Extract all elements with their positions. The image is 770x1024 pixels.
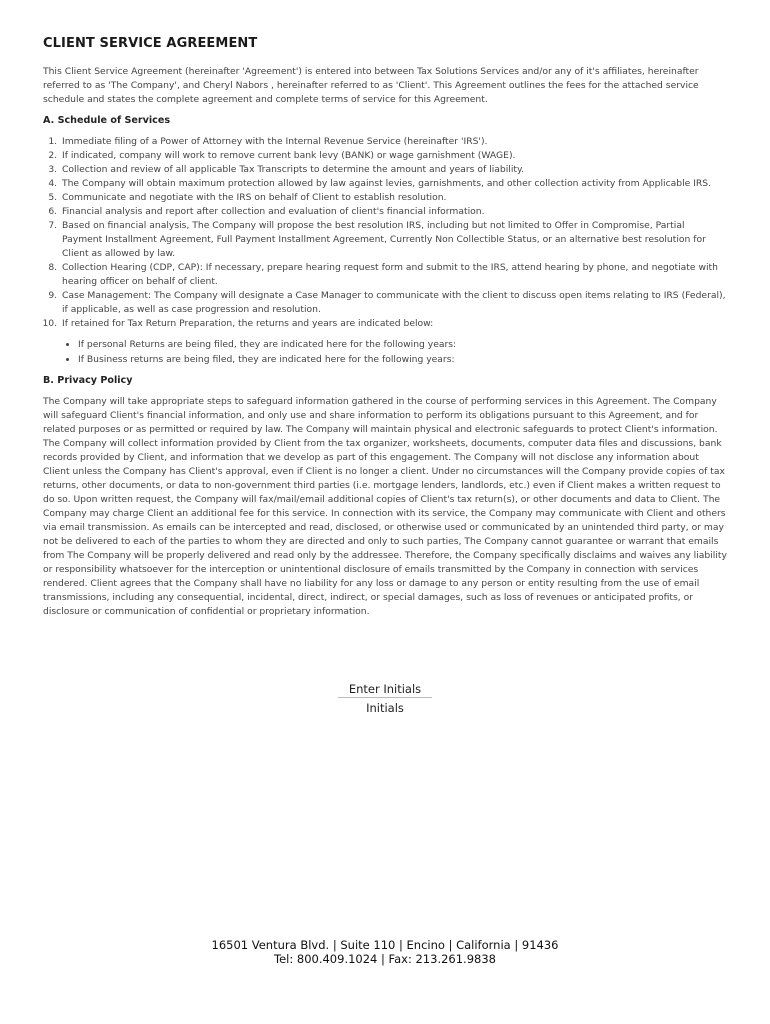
service-item: 9. Case Management: The Company will designate a Case Manager to communicate with the client to discuss open items relating to IRS (Federal), if applicable, as well as case progression and resolution. — [60, 289, 727, 317]
service-item: 7. Based on financial analysis, The Company will propose the best resolution IRS, including but not limited to Offer in Compromise, Partial Payment Installment Agreement, Full Payment Installment Agreement, Currently Non Collectible Status, or an alternative best resolution for Client as allowed by law. — [60, 219, 727, 261]
return-years-list — [43, 337, 727, 367]
privacy-policy-text: The Company will take appropriate steps to safeguard information gathered in the course of performing services in this Agreement. The Company will safeguard Client's financial information, and only use and share information to perform its obligations pursuant to this Agreement, and for related purposes or as permitted or required by law. The Company will maintain physical and electronic safeguards to protect Client's information. The Company will collect information provided by Client from the tax organizer, worksheets, documents, computer data files and discussions, bank records provided by Client, and information that we develop as part of this engagement. The Company will not disclose any information about Client unless the Company has Client's approval, even if Client is no longer a client. Under no circumstances will the Company provide copies of tax returns, other documents, or data to non-government third parties (i.e. mortgage lenders, landlords, etc.) even if Client makes a written request to do so. Upon written request, the Company will fax/mail/email additional copies of Client's tax return(s), or other documents and data to Client. The Company may charge Client an additional fee for this service. In connection with its service, the Company may communicate with Client and others via email transmission. As emails can be intercepted and read, disclosed, or otherwise used or communicated by an unintended third party, or may not be delivered to each of the parties to whom they are directed and only to such parties, The Company cannot guarantee or warrant that emails from The Company will be properly delivered and read only by the addressee. Therefore, the Company specifically disclaims and waives any liability or responsibility whatsoever for the interception or unintentional disclosure of emails transmitted by the Company in connection with services rendered. Client agrees that the Company shall have no liability for any loss or damage to any person or entity resulting from the use of email transmissions, including any consequential, incidental, direct, indirect, or special damages, such as loss of revenues or anticipated profits, or disclosure or communication of confidential or proprietary information. — [43, 396, 727, 617]
service-item: 6. Financial analysis and report after collection and evaluation of client's financial information. — [60, 205, 727, 219]
personal-returns-item: • If personal Returns are being filed, they are indicated here for the following years: — [78, 337, 727, 352]
footer-contact: Tel: 800.409.1024 | Fax: 213.261.9838 — [274, 952, 496, 966]
initials-field[interactable]: Enter Initials — [338, 682, 432, 698]
service-item: 3. Collection and review of all applicable Tax Transcripts to determine the amount and years of liability. — [60, 163, 727, 177]
services-list — [43, 135, 727, 331]
service-item: 1. Immediate filing of a Power of Attorney with the Internal Revenue Service (hereinafter 'IRS'). — [60, 135, 727, 149]
business-returns-item: • If Business returns are being filed, they are indicated here for the following years: — [78, 352, 727, 367]
service-item: 10. If retained for Tax Return Preparation, the returns and years are indicated below: — [60, 317, 727, 331]
initials-label: Initials — [366, 701, 404, 715]
section-b-heading: B. Privacy Policy — [43, 375, 133, 386]
footer — [0, 938, 770, 966]
service-item: 5. Communicate and negotiate with the IRS on behalf of Client to establish resolution. — [60, 191, 727, 205]
service-item: 2. If indicated, company will work to remove current bank levy (BANK) or wage garnishment (WAGE). — [60, 149, 727, 163]
intro-paragraph: This Client Service Agreement (hereinafter 'Agreement') is entered into between Tax Solutions Services and/or any of it's affiliates, hereinafter referred to as 'The Company', and Cheryl Nabors , hereinafter referred to as 'Client'. This Agreement outlines the fees for the attached service schedule and states the complete agreement and complete terms of service for this Agreement. — [43, 66, 699, 105]
service-item: 4. The Company will obtain maximum protection allowed by law against levies, garnishments, and other collection activity from Applicable IRS. — [60, 177, 727, 191]
document-title: CLIENT SERVICE AGREEMENT — [43, 36, 258, 51]
footer-address: 16501 Ventura Blvd. | Suite 110 | Encino | California | 91436 — [211, 938, 559, 952]
agreement-page — [43, 36, 727, 627]
service-item: 8. Collection Hearing (CDP, CAP): If necessary, prepare hearing request form and submit to the IRS, attend hearing by phone, and negotiate with hearing officer on behalf of client. — [60, 261, 727, 289]
initials-block — [338, 682, 432, 715]
section-a-heading: A. Schedule of Services — [43, 115, 171, 126]
